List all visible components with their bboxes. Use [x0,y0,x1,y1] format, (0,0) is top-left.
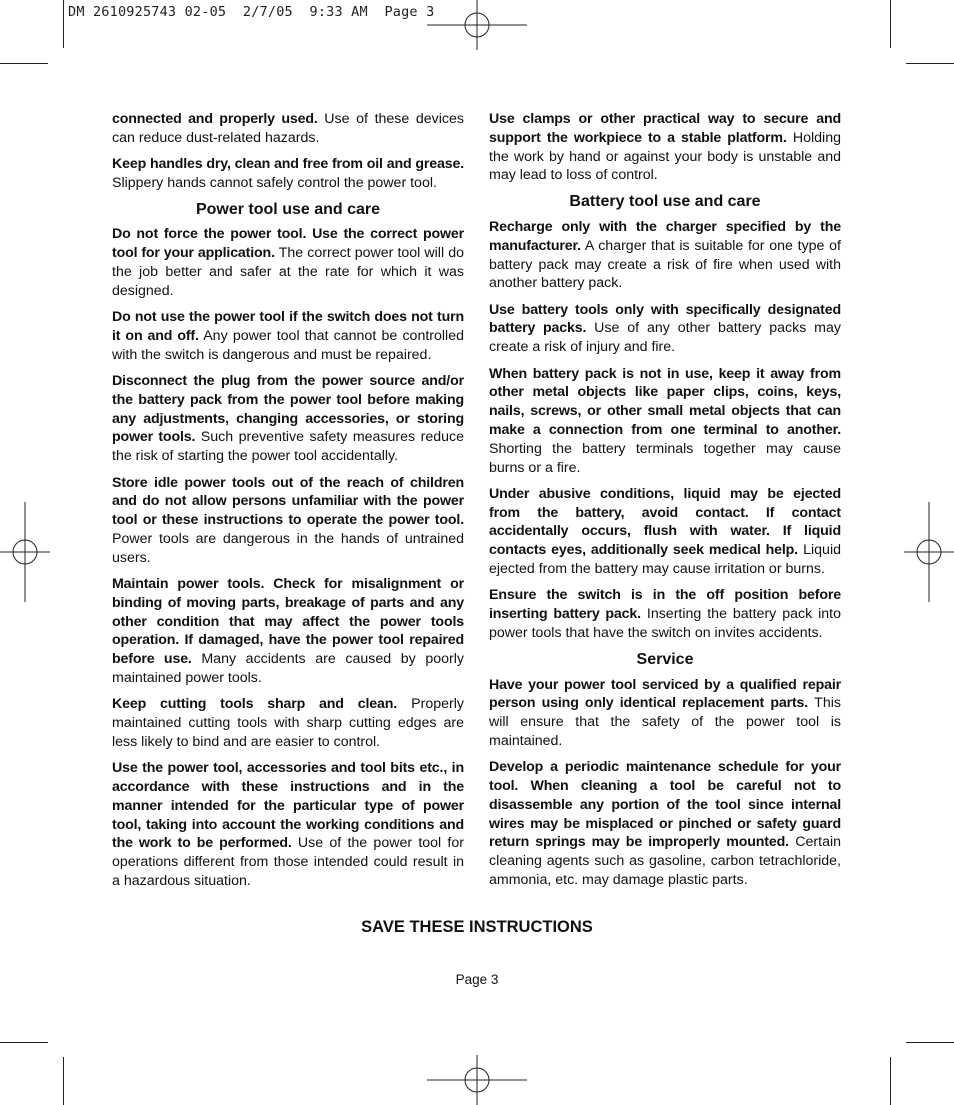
section-heading: Power tool use and care [195,200,381,218]
printer-slug: DM 2610925743 02-05 2/7/05 9:33 AM Page 3 [68,4,435,20]
right-column [489,110,841,897]
crop-mark-top-right-h [906,63,954,64]
crop-mark-top-right-v [890,0,891,48]
paragraph: Use the power tool, accessories and tool bits etc., in accordance with these instructions and in the manner intended for the particular type of power tool, taking into account the working conditions and the work to be performed. Use of the power tool for operations different from those intended could result in a hazardous situation. [112,760,464,889]
paragraph: Ensure the switch is in the off position before inserting battery pack. Inserting the battery pack into power tools that have the switch on invites accidents. [489,587,841,641]
crop-mark-bottom-right-v [890,1057,891,1105]
crop-mark-bottom-left-v [63,1057,64,1105]
paragraph: Recharge only with the charger specified by the manufacturer. A charger that is suitable for one type of battery pack may create a risk of fire when used with another battery pack. [489,218,841,292]
registration-mark-bottom [427,1055,527,1105]
paragraph: Do not force the power tool. Use the correct power tool for your application. The correct power tool will do the job better and safer at the rate for which it was designed. [112,226,464,299]
paragraph: Do not use the power tool if the switch does not turn it on and off. Any power tool that cannot be controlled with the switch is dangerous and must be repaired. [112,309,464,363]
page-number: Page 3 [455,972,499,987]
paragraph: Keep cutting tools sharp and clean. Properly maintained cutting tools with sharp cutting edges are less likely to bind and are easier to control. [112,696,464,750]
paragraph: Use battery tools only with specifically designated battery packs. Use of any other battery packs may create a risk of injury and fire. [489,301,841,356]
crop-mark-bottom-left-h [0,1042,48,1043]
paragraph: When battery pack is not in use, keep it away from other metal objects like paper clips, coins, keys, nails, screws, or other small metal objects that can make a connection from one terminal to another. Shorting the battery terminals together may cause burns or a fire. [489,365,841,476]
registration-mark-left [0,502,50,602]
paragraph: Have your power tool serviced by a qualified repair person using only identical replacement parts. This will ensure that the safety of the power tool is maintained. [489,676,841,749]
paragraph: Disconnect the plug from the power source and/or the battery pack from the power tool before making any adjustments, changing accessories, or storing power tools. Such preventive safety measures reduce the risk of starting the power tool accidentally. [112,373,464,465]
paragraph: Use clamps or other practical way to secure and support the workpiece to a stable platform. Holding the work by hand or against your body is unstable and may lead to loss of control. [489,111,841,184]
paragraph: Store idle power tools out of the reach of children and do not allow persons unfamiliar with the power tool or these instructions to operate the power tool. Power tools are dangerous in the hands of untrained users. [112,474,464,566]
left-column [112,110,464,898]
registration-mark-top [427,0,527,50]
paragraph: Keep handles dry, clean and free from oil and grease. Slippery hands cannot safely control the power tool. [112,156,464,191]
crop-mark-top-left-h [0,63,48,64]
section-heading: Service [636,650,694,668]
paragraph: Under abusive conditions, liquid may be ejected from the battery, avoid contact. If contact accidentally occurs, flush with water. If liquid contacts eyes, additionally seek medical help. Liquid ejected from the battery may cause irritation or burns. [489,485,841,578]
paragraph: connected and properly used. Use of these devices can reduce dust-related hazards. [112,111,465,146]
crop-mark-bottom-right-h [906,1042,954,1043]
crop-mark-top-left-v [63,0,64,48]
paragraph: Maintain power tools. Check for misalignment or binding of moving parts, breakage of parts and any other condition that may affect the power tools operation. If damaged, have the power tool repaired before use. Many accidents are caused by poorly maintained power tools. [112,576,464,687]
section-heading: Battery tool use and care [569,193,761,211]
paragraph: Develop a periodic maintenance schedule for your tool. When cleaning a tool be careful not to disassemble any portion of the tool since internal wires may be misplaced or pinched or safety guard return springs may be improperly mounted. Certain cleaning agents such as gasoline, carbon tetrachloride, ammonia, etc. may damage plastic parts. [489,759,841,888]
registration-mark-right [904,502,954,602]
save-instructions-heading: SAVE THESE INSTRUCTIONS [361,918,593,936]
